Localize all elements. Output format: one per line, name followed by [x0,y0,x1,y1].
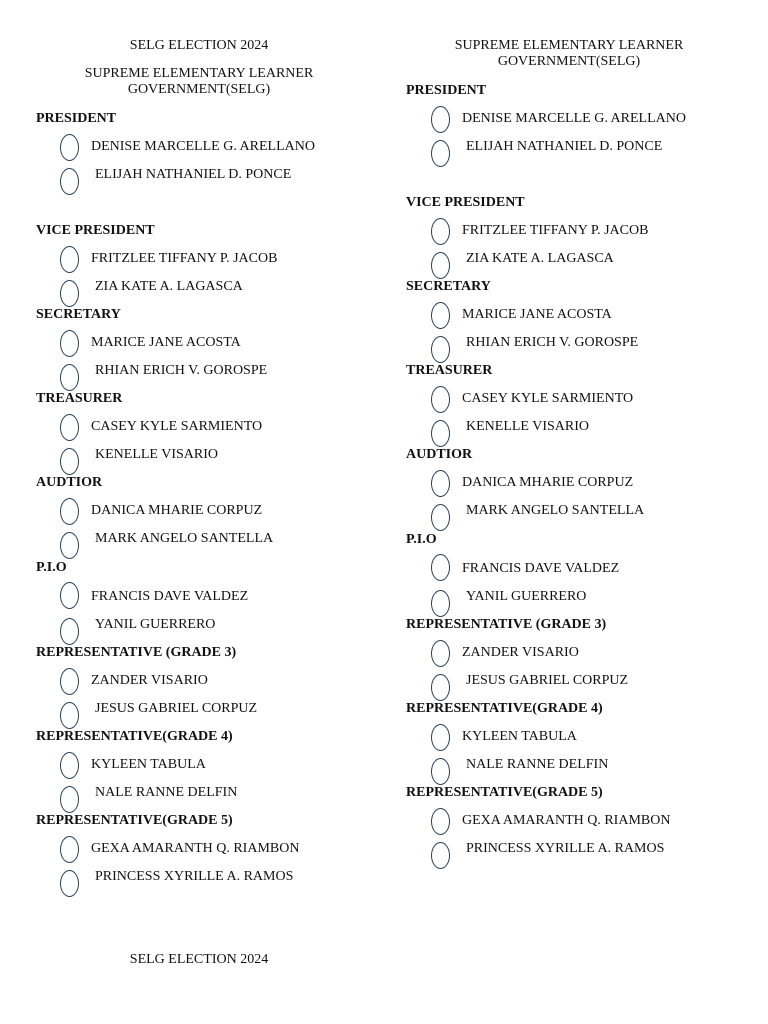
position-title: SECRETARY [406,279,491,294]
candidate-name: FRANCIS DAVE VALDEZ [462,561,620,576]
candidate-name: NALE RANNE DELFIN [466,757,609,772]
candidate-name: PRINCESS XYRILLE A. RAMOS [95,869,294,884]
position-title: REPRESENTATIVE(GRADE 4) [36,729,233,744]
candidate-name: ELIJAH NATHANIEL D. PONCE [95,167,292,182]
position-title: P.I.O [36,560,67,575]
vote-circle[interactable] [431,640,450,667]
candidate-name: ELIJAH NATHANIEL D. PONCE [466,139,663,154]
candidate-name: NALE RANNE DELFIN [95,785,238,800]
candidate-name: DENISE MARCELLE G. ARELLANO [462,111,686,126]
vote-circle[interactable] [60,280,79,307]
org-title: SUPREME ELEMENTARY LEARNER GOVERNMENT(SELG) [84,66,314,97]
vote-circle[interactable] [431,758,450,785]
candidate-name: ZANDER VISARIO [91,673,208,688]
candidate-name: MARK ANGELO SANTELLA [466,503,645,518]
position-title: REPRESENTATIVE(GRADE 4) [406,701,603,716]
vote-circle[interactable] [431,336,450,363]
candidate-name: GEXA AMARANTH Q. RIAMBON [91,841,300,856]
candidate-name: MARK ANGELO SANTELLA [95,531,274,546]
position-title: P.I.O [406,532,437,547]
candidate-name: RHIAN ERICH V. GOROSPE [95,363,268,378]
vote-circle[interactable] [431,590,450,617]
candidate-name: CASEY KYLE SARMIENTO [462,391,634,406]
vote-circle[interactable] [431,386,450,413]
position-title: REPRESENTATIVE (GRADE 3) [36,645,237,660]
vote-circle[interactable] [60,786,79,813]
election-title: SELG ELECTION 2024 [129,38,269,53]
candidate-name: KYLEEN TABULA [462,729,577,744]
position-title: REPRESENTATIVE (GRADE 3) [406,617,607,632]
vote-circle[interactable] [431,302,450,329]
position-title: VICE PRESIDENT [36,223,155,238]
candidate-name: KENELLE VISARIO [95,447,219,462]
position-title: PRESIDENT [36,111,117,126]
candidate-name: ZANDER VISARIO [462,645,579,660]
candidate-name: YANIL GUERRERO [95,617,216,632]
vote-circle[interactable] [431,504,450,531]
vote-circle[interactable] [60,752,79,779]
vote-circle[interactable] [60,618,79,645]
position-title: AUDTIOR [36,475,103,490]
vote-circle[interactable] [431,724,450,751]
position-title: TREASURER [406,363,493,378]
vote-circle[interactable] [60,168,79,195]
vote-circle[interactable] [60,246,79,273]
candidate-name: CASEY KYLE SARMIENTO [91,419,263,434]
candidate-name: FRITZLEE TIFFANY P. JACOB [462,223,649,238]
position-title: AUDTIOR [406,447,473,462]
position-title: SECRETARY [36,307,121,322]
candidate-name: MARICE JANE ACOSTA [91,335,241,350]
vote-circle[interactable] [60,836,79,863]
candidate-name: KYLEEN TABULA [91,757,206,772]
vote-circle[interactable] [60,702,79,729]
vote-circle[interactable] [60,364,79,391]
vote-circle[interactable] [431,252,450,279]
candidate-name: DANICA MHARIE CORPUZ [462,475,634,490]
vote-circle[interactable] [431,140,450,167]
candidate-name: ZIA KATE A. LAGASCA [95,279,243,294]
vote-circle[interactable] [60,582,79,609]
candidate-name: FRANCIS DAVE VALDEZ [91,589,249,604]
vote-circle[interactable] [60,498,79,525]
candidate-name: KENELLE VISARIO [466,419,590,434]
org-title: SUPREME ELEMENTARY LEARNER GOVERNMENT(SELG) [454,38,684,69]
candidate-name: DANICA MHARIE CORPUZ [91,503,263,518]
vote-circle[interactable] [60,414,79,441]
candidate-name: PRINCESS XYRILLE A. RAMOS [466,841,665,856]
vote-circle[interactable] [431,470,450,497]
candidate-name: DENISE MARCELLE G. ARELLANO [91,139,315,154]
vote-circle[interactable] [60,330,79,357]
candidate-name: MARICE JANE ACOSTA [462,307,612,322]
vote-circle[interactable] [431,420,450,447]
position-title: REPRESENTATIVE(GRADE 5) [36,813,233,828]
vote-circle[interactable] [60,134,79,161]
position-title: PRESIDENT [406,83,487,98]
vote-circle[interactable] [431,554,450,581]
vote-circle[interactable] [60,448,79,475]
position-title: TREASURER [36,391,123,406]
vote-circle[interactable] [431,808,450,835]
candidate-name: ZIA KATE A. LAGASCA [466,251,614,266]
position-title: VICE PRESIDENT [406,195,525,210]
vote-circle[interactable] [431,218,450,245]
candidate-name: FRITZLEE TIFFANY P. JACOB [91,251,278,266]
vote-circle[interactable] [60,870,79,897]
vote-circle[interactable] [431,674,450,701]
vote-circle[interactable] [431,842,450,869]
position-title: REPRESENTATIVE(GRADE 5) [406,785,603,800]
candidate-name: GEXA AMARANTH Q. RIAMBON [462,813,671,828]
candidate-name: JESUS GABRIEL CORPUZ [95,701,258,716]
vote-circle[interactable] [431,106,450,133]
candidate-name: RHIAN ERICH V. GOROSPE [466,335,639,350]
vote-circle[interactable] [60,532,79,559]
vote-circle[interactable] [60,668,79,695]
candidate-name: YANIL GUERRERO [466,589,587,604]
footer-election-title: SELG ELECTION 2024 [129,952,269,967]
candidate-name: JESUS GABRIEL CORPUZ [466,673,629,688]
